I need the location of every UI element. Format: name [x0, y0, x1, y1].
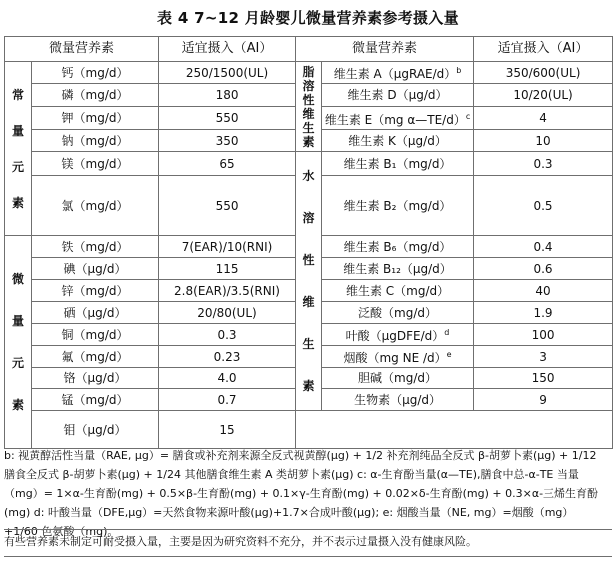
- nutrient-value: 250/1500(UL): [159, 62, 296, 84]
- nutrient-name: 烟酸（mg NE /d）$^e$: [322, 346, 474, 368]
- footnote-disclaimer: 有些营养素未制定可耐受摄入量，主要是因为研究资料不充分，并不表示过量摄入没有健康风险。: [4, 535, 477, 548]
- header-nutrient-left: 微量营养素: [5, 37, 159, 62]
- group-fat-soluble-vitamins: 脂溶性维生素: [296, 62, 322, 152]
- nutrient-value: 40: [474, 280, 613, 302]
- nutrient-value: 4.0: [159, 368, 296, 389]
- footnote-definitions: b: 视黄醇活性当量（RAE, μg）= 膳食或补充剂来源全反式视黄醇(μg) + 1/2 补充剂纯品全反式 β-胡萝卜素(μg) + 1/12 膳食全反式 β-胡萝卜素(μg) + 1/24 其他膳食维生素 A 类胡萝卜素(μg) c: α-生育酚当量(α—TE),膳食中总-α-TE 当量（mg）= 1×α-生育酚(mg) + 0.5×β-生育酚(mg) + 0.1×γ-生育酚(mg) + 0.02×δ-生育酚(mg) + 0.3×α-三烯生育酚(mg) d: 叶酸当量（DFE,μg）=天然食物来源叶酸(μg)+1.7×合成叶酸(μg); e: 烟酸当量（NE, mg）=烟酸（mg）+1/60 色氨酸（mg)。: [4, 449, 599, 538]
- nutrient-name: 胆碱（mg/d）: [322, 368, 474, 389]
- footnotes: [4, 446, 604, 541]
- nutrient-value: 15: [159, 411, 296, 449]
- nutrient-value: 10: [474, 130, 613, 152]
- nutrient-value: 0.4: [474, 236, 613, 258]
- table-row: [5, 62, 613, 84]
- nutrient-name: 叶酸（μgDFE/d）$^d$: [322, 324, 474, 346]
- group-micro-elements: 微 量 元 素: [5, 236, 32, 449]
- nutrient-value: 9: [474, 389, 613, 411]
- nutrient-name: 镁（mg/d）: [32, 152, 159, 176]
- nutrient-name: 碘（μg/d）: [32, 258, 159, 280]
- header-row: [5, 37, 613, 62]
- group-macro-elements: 常 量 元 素: [5, 62, 32, 236]
- nutrient-value: 0.5: [474, 176, 613, 236]
- nutrient-name: 硒（μg/d）: [32, 302, 159, 324]
- footnote-divider: [4, 529, 612, 530]
- nutrient-name: 维生素 E（mg α—TE/d）$^c$: [322, 107, 474, 130]
- nutrient-name: 锰（mg/d）: [32, 389, 159, 411]
- nutrient-value: 0.3: [159, 324, 296, 346]
- nutrient-name: 维生素 K（μg/d）: [322, 130, 474, 152]
- nutrient-value: 550: [159, 176, 296, 236]
- nutrient-name: 钙（mg/d）: [32, 62, 159, 84]
- nutrient-name: 铬（μg/d）: [32, 368, 159, 389]
- nutrient-value: 180: [159, 84, 296, 107]
- nutrient-value: 0.7: [159, 389, 296, 411]
- nutrient-value: 3: [474, 346, 613, 368]
- nutrient-name: 维生素 C（mg/d）: [322, 280, 474, 302]
- nutrient-name: 锌（mg/d）: [32, 280, 159, 302]
- nutrient-value: 2.8(EAR)/3.5(RNI): [159, 280, 296, 302]
- group-water-soluble-vitamins: 水 溶 性 维 生 素: [296, 152, 322, 411]
- nutrient-name: 氯（mg/d）: [32, 176, 159, 236]
- nutrient-value: 1.9: [474, 302, 613, 324]
- nutrient-value: 0.6: [474, 258, 613, 280]
- nutrient-value: 20/80(UL): [159, 302, 296, 324]
- nutrient-name: 氟（mg/d）: [32, 346, 159, 368]
- nutrient-value: 0.3: [474, 152, 613, 176]
- nutrient-name: 维生素 B₂（mg/d）: [322, 176, 474, 236]
- header-intake-right: 适宜摄入（AI）: [474, 37, 613, 62]
- nutrient-name: 磷（mg/d）: [32, 84, 159, 107]
- nutrient-name: 维生素 B₁（mg/d）: [322, 152, 474, 176]
- header-intake-left: 适宜摄入（AI）: [159, 37, 296, 62]
- nutrient-name: 铁（mg/d）: [32, 236, 159, 258]
- nutrient-name: 维生素 A（μgRAE/d）$^b$: [322, 62, 474, 84]
- nutrient-name: 铜（mg/d）: [32, 324, 159, 346]
- table-title: 表 4 7~12 月龄婴儿微量营养素参考摄入量: [157, 9, 459, 27]
- table-row: [5, 152, 613, 176]
- nutrient-value: 350/600(UL): [474, 62, 613, 84]
- nutrient-value: 115: [159, 258, 296, 280]
- nutrient-value: 4: [474, 107, 613, 130]
- nutrient-name: 钼（μg/d）: [32, 411, 159, 449]
- nutrient-name: 钾（mg/d）: [32, 107, 159, 130]
- nutrient-table: [4, 36, 613, 449]
- table-row: [5, 411, 613, 449]
- header-nutrient-right: 微量营养素: [296, 37, 474, 62]
- nutrient-name: 泛酸（mg/d）: [322, 302, 474, 324]
- nutrient-value: 10/20(UL): [474, 84, 613, 107]
- nutrient-value: 0.23: [159, 346, 296, 368]
- nutrient-value: 350: [159, 130, 296, 152]
- nutrient-value: 7(EAR)/10(RNI): [159, 236, 296, 258]
- nutrient-name: 维生素 D（μg/d）: [322, 84, 474, 107]
- bottom-rule: [4, 556, 612, 557]
- nutrient-value: 65: [159, 152, 296, 176]
- nutrient-value: 100: [474, 324, 613, 346]
- nutrient-name: 钠（mg/d）: [32, 130, 159, 152]
- nutrient-value: 150: [474, 368, 613, 389]
- nutrient-value: 550: [159, 107, 296, 130]
- nutrient-name: 生物素（μg/d）: [322, 389, 474, 411]
- nutrient-name: 维生素 B₆（mg/d）: [322, 236, 474, 258]
- empty-cell: [296, 411, 613, 449]
- nutrient-name: 维生素 B₁₂（μg/d）: [322, 258, 474, 280]
